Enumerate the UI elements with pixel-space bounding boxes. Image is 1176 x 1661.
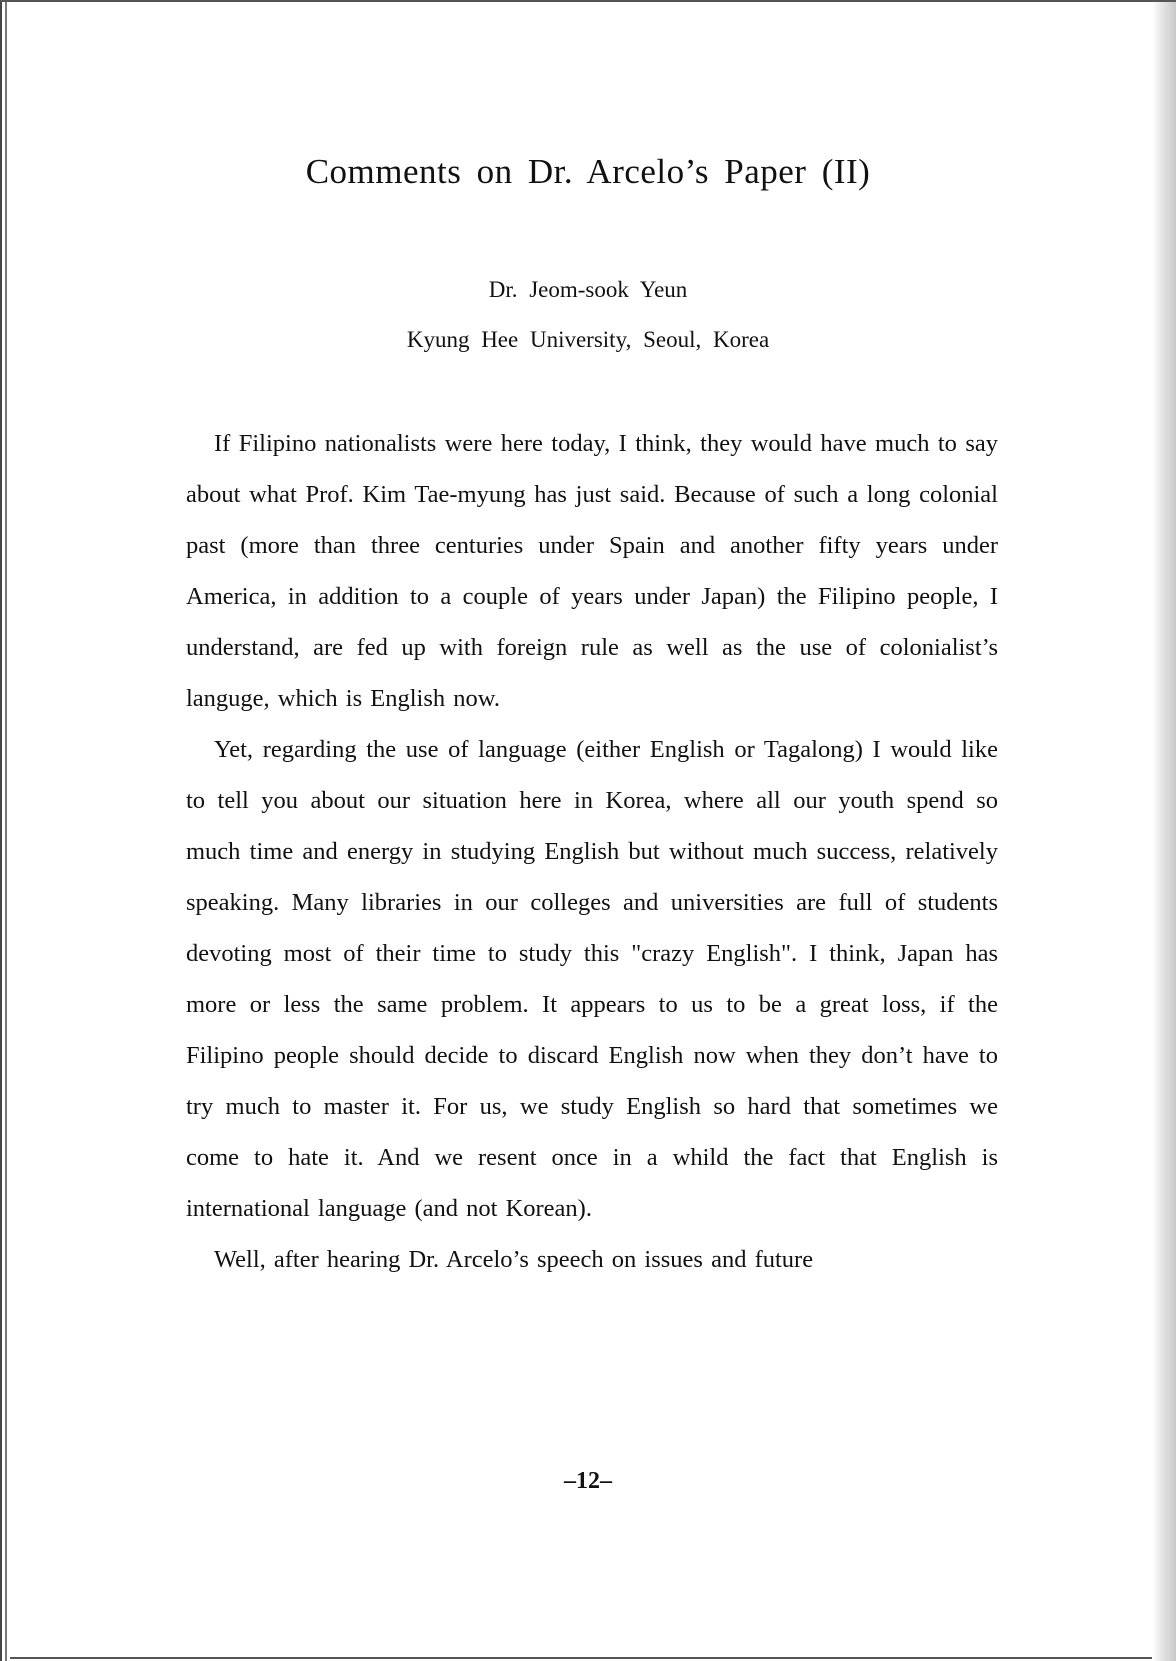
page-number: –12–: [564, 1468, 612, 1494]
page-title: Comments on Dr. Arcelo’s Paper (II): [305, 152, 871, 191]
page-edge-shadow: [1152, 2, 1176, 1661]
body-text: [186, 418, 998, 1285]
paragraph: Well, after hearing Dr. Arcelo’s speech on issues and future: [214, 1246, 814, 1273]
paragraph: Yet, regarding the use of language (either English or Tagalong) I would like to tell you about our situation here in Korea, where all our youth spend so much time and energy in studying English but without much success, relatively speaking. Many libraries in our colleges and universities are full of students devoting most of their time to study this "crazy English". I think, Japan has more or less the same problem. It appears to us to be a great loss, if the Filipino people should decide to discard English now when they don’t have to try much to master it. For us, we study English so hard that sometimes we come to hate it. And we resent once in a whild the fact that English is international language (and not Korean).: [186, 736, 998, 1222]
author-name: Dr. Jeom-sook Yeun: [488, 277, 688, 302]
author-affiliation: Kyung Hee University, Seoul, Korea: [406, 327, 770, 352]
page-binding-edge: [0, 2, 10, 1661]
paragraph: If Filipino nationalists were here today, I think, they would have much to say about what Prof. Kim Tae-myung has just said. Because of such a long colonial past (more than three centuries under Spain and another fifty years under America, in addition to a couple of years under Japan) the Filipino people, I understand, are fed up with foreign rule as well as the use of colonialist’s languge, which is English now.: [186, 430, 998, 712]
